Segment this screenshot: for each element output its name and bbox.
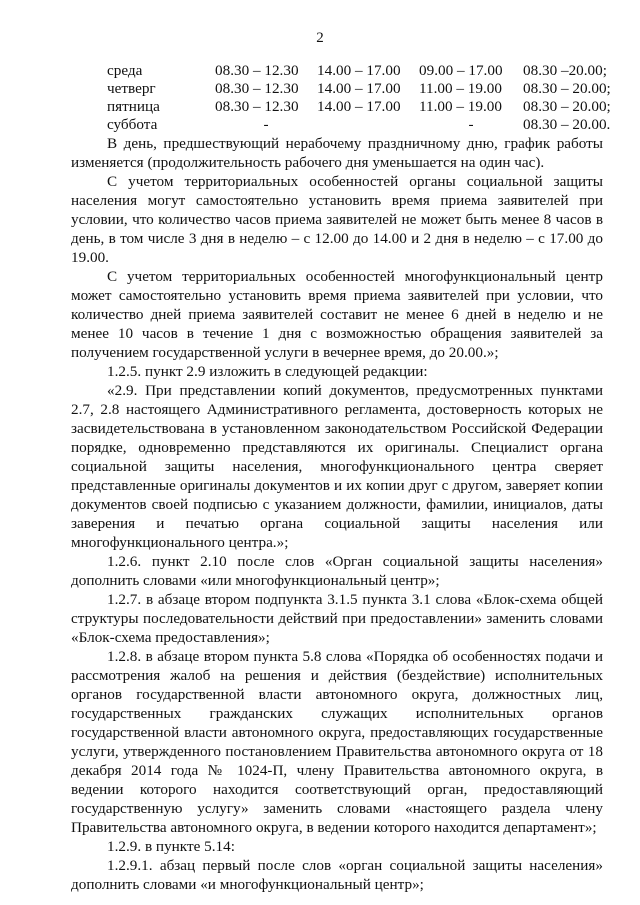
schedule-day: среда	[107, 62, 143, 79]
schedule-time-afternoon: 14.00 – 17.00	[317, 98, 401, 115]
schedule-time-morning: 08.30 – 12.30	[215, 80, 299, 97]
paragraph: В день, предшествующий нерабочему праздничному дню, график работы изменяется (продолжительность рабочего дня уменьшается на один час).	[71, 135, 603, 171]
paragraph: С учетом территориальных особенностей органы социальной защиты населения могут самостоятельно установить время приема заявителей при условии, что количество часов приема заявителей не может быть менее 8 часов в день, в том числе 3 дня в неделю – с 12.00 до 14.00 и 2 дня в неделю – с 17.00 до 19.00.	[71, 173, 603, 266]
document-body	[71, 134, 603, 894]
page-number: 2	[316, 30, 324, 46]
paragraph: «2.9. При представлении копий документов, предусмотренных пунктами 2.7, 2.8 настоящего Административного регламента, достоверность которых не засвидетельствована в установленном законодательством Российской Федерации порядке, одновременно представляются их оригиналы. Специалист органа социальной защиты населения, многофункционального центра сверяет представленные оригиналы документов и их копии друг с другом, заверяет копии документов своей подписью с указанием должности, фамилии, инициалов, даты заверения и печатью органа социальной защиты населения или многофункционального центра.»;	[71, 382, 603, 551]
schedule-day: пятница	[107, 98, 160, 115]
schedule-time-center: 09.00 – 17.00	[419, 62, 503, 79]
schedule-time-morning: -	[263, 116, 269, 133]
schedule-time-evening: 08.30 – 20.00;	[523, 80, 611, 97]
paragraph: 1.2.9. в пункте 5.14:	[107, 838, 235, 855]
schedule-table	[107, 62, 623, 134]
schedule-time-evening: 08.30 –20.00;	[523, 62, 607, 79]
paragraph: 1.2.8. в абзаце втором пункта 5.8 слова «Порядка об особенностях подачи и рассмотрения жалоб на решения и действия (бездействие) исполнительных органов государственной власти автономного округа, должностных лиц, государственных гражданских служащих исполнительных органов государственной власти автономного округа, предоставляющих государственные услуги, утвержденного постановлением Правительства автономного округа от 18 декабря 2014 года № 1024-П, члену Правительства автономного округа, в ведении которого находится соответствующий орган, предоставляющий государственную услугу» заменить словами «настоящего раздела члену Правительства автономного округа, в ведении которого находится департамент»;	[71, 648, 603, 836]
schedule-time-center: 11.00 – 19.00	[419, 80, 502, 97]
paragraph: 1.2.9.1. абзац первый после слов «орган социальной защиты населения» дополнить словами «и многофункциональный центр»;	[71, 857, 603, 893]
schedule-day: четверг	[107, 80, 156, 97]
schedule-time-morning: 08.30 – 12.30	[215, 98, 299, 115]
schedule-day: суббота	[107, 116, 158, 133]
schedule-time-evening: 08.30 – 20.00;	[523, 98, 611, 115]
schedule-time-evening: 08.30 – 20.00.	[523, 116, 611, 133]
schedule-time-afternoon	[317, 116, 419, 134]
schedule-row	[107, 116, 623, 134]
paragraph: 1.2.7. в абзаце втором подпункта 3.1.5 пункта 3.1 слова «Блок-схема общей структуры последовательности действий при предоставлении» заменить словами «Блок-схема предоставления»;	[71, 591, 603, 646]
schedule-time-center: -	[468, 116, 474, 133]
schedule-row	[107, 98, 623, 116]
schedule-time-afternoon: 14.00 – 17.00	[317, 62, 401, 79]
paragraph: 1.2.5. пункт 2.9 изложить в следующей редакции:	[107, 363, 428, 380]
paragraph: С учетом территориальных особенностей многофункциональный центр может самостоятельно установить время приема заявителей при условии, что количество дней приема заявителей составит не менее 6 дней в неделю и не менее 10 часов в течение 1 дня с возможностью обращения заявителей за получением государственной услуги в вечернее время, до 20.00.»;	[71, 268, 603, 361]
schedule-row	[107, 80, 623, 98]
schedule-row	[107, 62, 623, 80]
schedule-time-morning: 08.30 – 12.30	[215, 62, 299, 79]
schedule-time-afternoon: 14.00 – 17.00	[317, 80, 401, 97]
schedule-time-center: 11.00 – 19.00	[419, 98, 502, 115]
paragraph: 1.2.6. пункт 2.10 после слов «Орган социальной защиты населения» дополнить словами «или многофункциональный центр»;	[71, 553, 603, 589]
